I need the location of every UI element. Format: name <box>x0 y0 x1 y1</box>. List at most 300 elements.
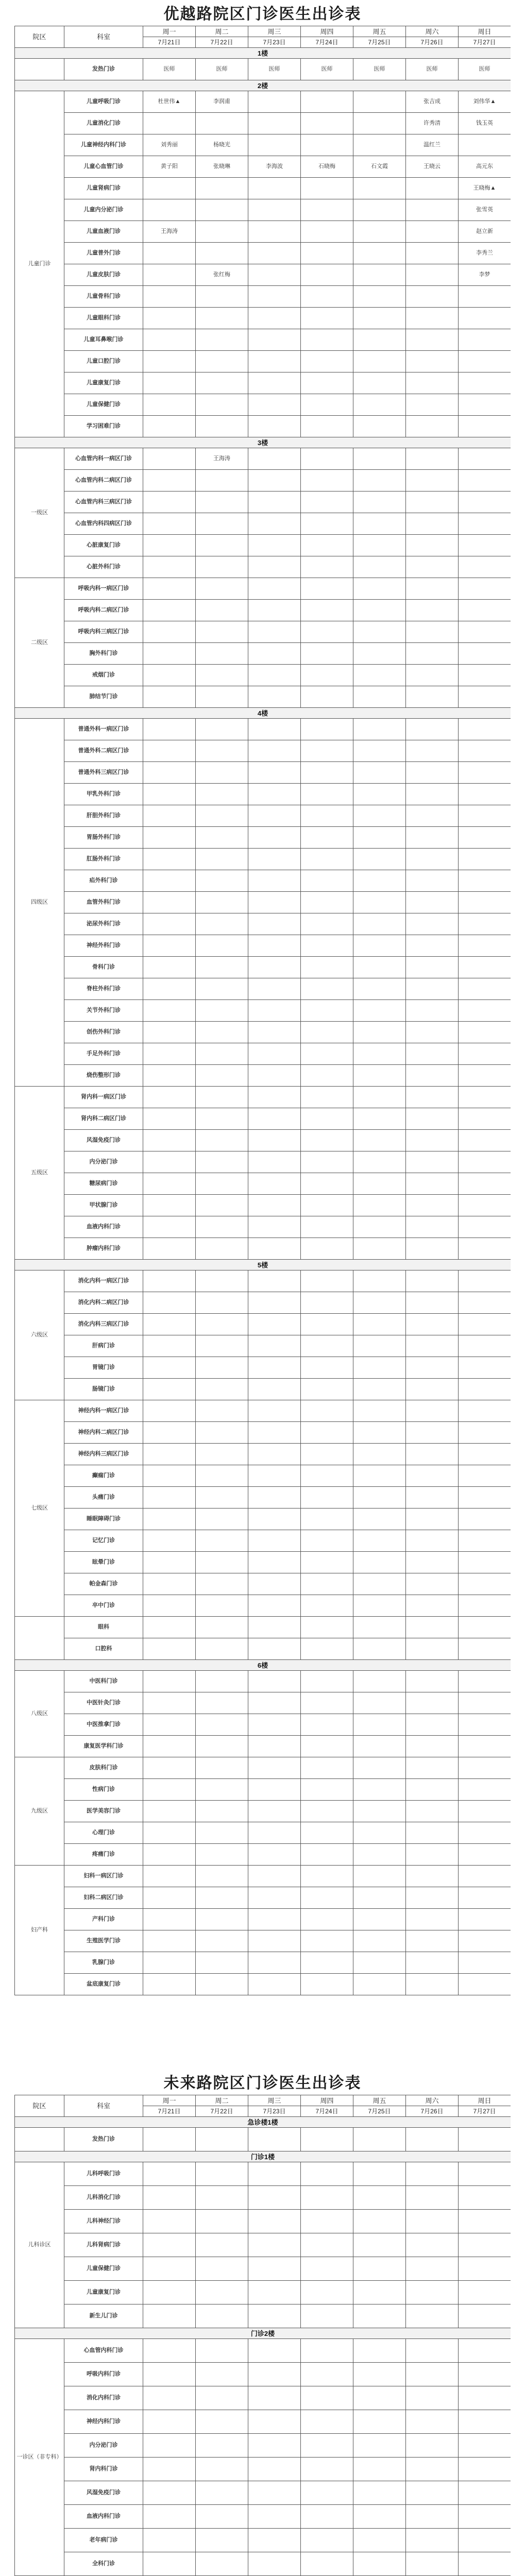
doctor-cell <box>301 600 353 621</box>
doctor-cell <box>196 1552 248 1573</box>
doctor-cell <box>301 372 353 394</box>
table-row <box>15 1130 511 1151</box>
table-row <box>15 221 511 243</box>
doctor-cell <box>143 2505 196 2529</box>
doctor-cell <box>406 2128 459 2151</box>
floor-label: 4楼 <box>15 708 511 719</box>
dept-cell: 肺结节门诊 <box>64 686 143 708</box>
dept-cell: 心脏外科门诊 <box>64 556 143 578</box>
doctor-cell <box>353 1952 406 1974</box>
doctor-cell <box>301 2386 353 2410</box>
doctor-cell <box>353 913 406 935</box>
doctor-cell: 杜世伟▲ <box>143 91 196 113</box>
doctor-cell: 医师 <box>196 59 248 80</box>
header-date: 7月27日 <box>459 37 511 48</box>
doctor-cell <box>406 1887 459 1909</box>
doctor-cell <box>406 2386 459 2410</box>
doctor-cell <box>196 535 248 556</box>
doctor-cell <box>143 1887 196 1909</box>
doctor-cell <box>353 243 406 264</box>
doctor-cell <box>248 556 301 578</box>
doctor-cell <box>406 665 459 686</box>
doctor-cell: 张雪英 <box>459 199 511 221</box>
table-row <box>15 1087 511 1108</box>
doctor-cell <box>459 1216 511 1238</box>
doctor-cell <box>353 2339 406 2363</box>
table-row <box>15 1714 511 1736</box>
dept-cell: 学习困难门诊 <box>64 416 143 437</box>
doctor-cell <box>248 2552 301 2576</box>
doctor-cell: 温红兰 <box>406 134 459 156</box>
doctor-cell <box>248 2363 301 2386</box>
doctor-cell <box>459 1779 511 1801</box>
floor-label: 5楼 <box>15 1260 511 1270</box>
table-row <box>15 1671 511 1692</box>
doctor-cell <box>143 805 196 827</box>
table-row <box>15 1595 511 1617</box>
doctor-cell <box>301 957 353 978</box>
dept-cell: 儿科肾病门诊 <box>64 2233 143 2257</box>
doctor-cell <box>459 1173 511 1195</box>
doctor-cell <box>301 643 353 665</box>
doctor-cell <box>196 470 248 492</box>
table-row <box>15 556 511 578</box>
doctor-cell <box>459 578 511 600</box>
doctor-cell <box>353 2304 406 2328</box>
doctor-cell <box>353 1757 406 1779</box>
doctor-cell <box>406 1379 459 1400</box>
doctor-cell <box>406 351 459 372</box>
doctor-cell <box>459 2128 511 2151</box>
doctor-cell <box>459 621 511 643</box>
doctor-cell <box>143 2210 196 2233</box>
doctor-cell <box>248 1930 301 1952</box>
doctor-cell <box>353 1509 406 1530</box>
dept-cell: 发热门诊 <box>64 59 143 80</box>
table-row <box>15 1465 511 1487</box>
doctor-cell <box>406 913 459 935</box>
doctor-cell <box>353 470 406 492</box>
doctor-cell <box>459 600 511 621</box>
doctor-cell <box>406 448 459 470</box>
table-row <box>15 740 511 762</box>
doctor-cell <box>248 1000 301 1022</box>
doctor-cell <box>459 1736 511 1757</box>
doctor-cell <box>248 1065 301 1087</box>
doctor-cell <box>196 1952 248 1974</box>
doctor-cell <box>406 2529 459 2552</box>
doctor-cell <box>459 686 511 708</box>
doctor-cell <box>301 913 353 935</box>
doctor-cell <box>301 91 353 113</box>
doctor-cell <box>196 2363 248 2386</box>
table-row <box>15 372 511 394</box>
dept-cell: 儿童皮肤门诊 <box>64 264 143 286</box>
doctor-cell: 张红梅 <box>196 264 248 286</box>
header-date: 7月26日 <box>406 37 459 48</box>
doctor-cell <box>196 719 248 740</box>
doctor-cell <box>459 286 511 308</box>
doctor-cell <box>143 1151 196 1173</box>
doctor-cell <box>248 805 301 827</box>
doctor-cell <box>301 1238 353 1260</box>
doctor-cell <box>353 2458 406 2481</box>
doctor-cell <box>459 913 511 935</box>
doctor-cell <box>353 1065 406 1087</box>
doctor-cell <box>459 2434 511 2458</box>
doctor-cell <box>248 1357 301 1379</box>
doctor-cell <box>353 1292 406 1314</box>
doctor-cell <box>196 978 248 1000</box>
doctor-cell <box>301 870 353 892</box>
doctor-cell <box>459 1065 511 1087</box>
doctor-cell <box>301 805 353 827</box>
doctor-cell <box>143 1671 196 1692</box>
table-row <box>15 1530 511 1552</box>
dept-cell: 胃镜门诊 <box>64 1357 143 1379</box>
dept-cell: 肝病门诊 <box>64 1335 143 1357</box>
doctor-cell <box>143 1357 196 1379</box>
doctor-cell <box>301 243 353 264</box>
dept-cell: 神经内科门诊 <box>64 2410 143 2434</box>
dept-cell: 神经内科三病区门诊 <box>64 1444 143 1465</box>
dept-cell: 儿童口腔门诊 <box>64 351 143 372</box>
doctor-cell <box>196 1930 248 1952</box>
doctor-cell <box>248 1638 301 1660</box>
dept-cell: 儿童神经内科门诊 <box>64 134 143 156</box>
doctor-cell <box>301 1509 353 1530</box>
doctor-cell <box>248 448 301 470</box>
doctor-cell <box>353 892 406 913</box>
floor-band <box>15 1660 511 1671</box>
doctor-cell <box>248 1173 301 1195</box>
header-date: 7月27日 <box>459 2106 511 2117</box>
doctor-cell <box>406 2162 459 2186</box>
area-cell <box>15 2128 64 2151</box>
floor-band <box>15 2151 511 2162</box>
doctor-cell <box>248 372 301 394</box>
doctor-cell <box>459 1292 511 1314</box>
doctor-cell <box>301 1043 353 1065</box>
doctor-cell <box>353 2128 406 2151</box>
dept-cell: 消化内科门诊 <box>64 2386 143 2410</box>
doctor-cell <box>353 1671 406 1692</box>
doctor-cell <box>406 870 459 892</box>
doctor-cell <box>301 1270 353 1292</box>
doctor-cell <box>143 1952 196 1974</box>
dept-cell: 普通外科一病区门诊 <box>64 719 143 740</box>
header-date: 7月22日 <box>196 37 248 48</box>
doctor-cell <box>459 762 511 784</box>
doctor-cell <box>143 719 196 740</box>
doctor-cell <box>301 1757 353 1779</box>
doctor-cell <box>248 1087 301 1108</box>
doctor-cell <box>143 1801 196 1822</box>
header-day: 周三 <box>248 26 301 37</box>
dept-cell: 普通外科三病区门诊 <box>64 762 143 784</box>
doctor-cell <box>301 1422 353 1444</box>
doctor-cell <box>248 978 301 1000</box>
doctor-cell <box>248 2128 301 2151</box>
doctor-cell <box>196 913 248 935</box>
doctor-cell <box>196 665 248 686</box>
doctor-cell <box>301 513 353 535</box>
doctor-cell <box>196 2505 248 2529</box>
doctor-cell <box>248 762 301 784</box>
dept-cell: 儿童心血管门诊 <box>64 156 143 178</box>
doctor-cell <box>143 643 196 665</box>
doctor-cell <box>143 1238 196 1260</box>
doctor-cell <box>301 1444 353 1465</box>
doctor-cell <box>143 1173 196 1195</box>
table-row <box>15 1173 511 1195</box>
table-row <box>15 2363 511 2386</box>
doctor-cell <box>406 1952 459 1974</box>
doctor-cell <box>459 513 511 535</box>
doctor-cell <box>406 1692 459 1714</box>
table-row <box>15 1736 511 1757</box>
doctor-cell: 黄子阳 <box>143 156 196 178</box>
doctor-cell <box>143 784 196 805</box>
table-row <box>15 1022 511 1043</box>
doctor-cell <box>143 600 196 621</box>
doctor-cell <box>248 1465 301 1487</box>
doctor-cell: 李海波 <box>248 156 301 178</box>
doctor-cell <box>353 1487 406 1509</box>
doctor-cell <box>196 870 248 892</box>
header-date: 7月21日 <box>143 2106 196 2117</box>
doctor-cell <box>459 2363 511 2386</box>
page-title: 优越路院区门诊医生出诊表 <box>163 6 362 23</box>
doctor-cell <box>196 2386 248 2410</box>
doctor-cell <box>196 2162 248 2186</box>
doctor-cell <box>353 2529 406 2552</box>
doctor-cell <box>459 416 511 437</box>
doctor-cell <box>248 1714 301 1736</box>
doctor-cell <box>143 578 196 600</box>
doctor-cell <box>301 178 353 199</box>
dept-cell: 口腔科 <box>64 1638 143 1660</box>
doctor-cell <box>459 1000 511 1022</box>
doctor-cell <box>143 1573 196 1595</box>
table-row <box>15 1887 511 1909</box>
doctor-cell <box>459 1238 511 1260</box>
table-row <box>15 2552 511 2576</box>
table-row <box>15 1692 511 1714</box>
doctor-cell <box>353 1022 406 1043</box>
doctor-cell <box>353 719 406 740</box>
doctor-cell <box>196 1509 248 1530</box>
doctor-cell <box>353 1444 406 1465</box>
table-row <box>15 1422 511 1444</box>
doctor-cell <box>143 1736 196 1757</box>
dept-cell: 中医科门诊 <box>64 1671 143 1692</box>
doctor-cell <box>301 1151 353 1173</box>
doctor-cell <box>406 600 459 621</box>
doctor-cell <box>301 1638 353 1660</box>
header-day: 周一 <box>143 2095 196 2106</box>
dept-cell: 血液内科门诊 <box>64 1216 143 1238</box>
doctor-cell <box>248 1736 301 1757</box>
doctor-cell <box>301 1022 353 1043</box>
doctor-cell <box>248 1022 301 1043</box>
doctor-cell <box>406 2410 459 2434</box>
doctor-cell <box>196 1465 248 1487</box>
doctor-cell <box>353 1151 406 1173</box>
doctor-cell <box>143 2304 196 2328</box>
doctor-cell <box>143 1530 196 1552</box>
doctor-cell <box>301 1779 353 1801</box>
table-row <box>15 2410 511 2434</box>
doctor-cell <box>406 1314 459 1335</box>
doctor-cell <box>459 394 511 416</box>
table-row <box>15 1151 511 1173</box>
doctor-cell <box>406 1844 459 1866</box>
doctor-cell <box>196 1270 248 1292</box>
doctor-cell <box>406 1671 459 1692</box>
doctor-cell <box>196 1108 248 1130</box>
doctor-cell <box>459 1130 511 1151</box>
doctor-cell <box>196 2339 248 2363</box>
doctor-cell <box>406 578 459 600</box>
header-day: 周二 <box>196 26 248 37</box>
doctor-cell <box>196 2281 248 2304</box>
doctor-cell <box>353 935 406 957</box>
doctor-cell <box>143 1692 196 1714</box>
dept-cell: 中医推拿门诊 <box>64 1714 143 1736</box>
doctor-cell <box>406 2481 459 2505</box>
doctor-cell: 李润甫 <box>196 91 248 113</box>
table-row <box>15 1952 511 1974</box>
doctor-cell <box>196 1573 248 1595</box>
doctor-cell <box>353 2233 406 2257</box>
doctor-cell <box>143 2257 196 2281</box>
doctor-cell <box>406 1487 459 1509</box>
header-day: 周日 <box>459 26 511 37</box>
doctor-cell <box>143 1379 196 1400</box>
doctor-cell <box>406 1866 459 1887</box>
doctor-cell <box>353 2434 406 2458</box>
doctor-cell <box>459 492 511 513</box>
doctor-cell <box>301 827 353 849</box>
doctor-cell <box>143 1617 196 1638</box>
dept-cell: 康复医学科门诊 <box>64 1736 143 1757</box>
dept-cell: 心理门诊 <box>64 1822 143 1844</box>
dept-cell: 肾内科一病区门诊 <box>64 1087 143 1108</box>
doctor-cell <box>301 1736 353 1757</box>
doctor-cell <box>248 286 301 308</box>
doctor-cell <box>353 1779 406 1801</box>
area-cell: 四级区 <box>15 719 64 1087</box>
doctor-cell <box>353 2186 406 2210</box>
page-title: 未来路院区门诊医生出诊表 <box>163 2075 362 2092</box>
doctor-cell <box>248 1130 301 1151</box>
doctor-cell <box>143 740 196 762</box>
doctor-cell <box>248 416 301 437</box>
doctor-cell <box>143 978 196 1000</box>
doctor-cell <box>406 1400 459 1422</box>
doctor-cell <box>406 2281 459 2304</box>
dept-cell: 神经外科门诊 <box>64 935 143 957</box>
doctor-cell <box>248 665 301 686</box>
doctor-cell <box>143 762 196 784</box>
doctor-cell <box>301 1617 353 1638</box>
doctor-cell <box>196 1638 248 1660</box>
doctor-cell <box>353 134 406 156</box>
table-row <box>15 1974 511 1995</box>
dept-cell: 脊柱外科门诊 <box>64 978 143 1000</box>
doctor-cell <box>196 1357 248 1379</box>
doctor-cell <box>143 935 196 957</box>
table-row <box>15 1930 511 1952</box>
doctor-cell <box>196 686 248 708</box>
dept-cell: 肾内科门诊 <box>64 2458 143 2481</box>
table-row <box>15 243 511 264</box>
table-row <box>15 1238 511 1260</box>
dept-cell: 盆底康复门诊 <box>64 1974 143 1995</box>
doctor-cell <box>196 199 248 221</box>
doctor-cell <box>143 621 196 643</box>
table-row <box>15 578 511 600</box>
doctor-cell <box>459 535 511 556</box>
doctor-cell <box>406 394 459 416</box>
schedule-sheet-weilai <box>14 2072 511 2576</box>
doctor-cell <box>301 665 353 686</box>
doctor-cell <box>143 372 196 394</box>
doctor-cell <box>248 178 301 199</box>
header-area: 院区 <box>15 26 64 48</box>
dept-cell: 皮肤科门诊 <box>64 1757 143 1779</box>
doctor-cell <box>406 1801 459 1822</box>
doctor-cell <box>301 2434 353 2458</box>
doctor-cell <box>459 1866 511 1887</box>
table-row <box>15 2233 511 2257</box>
doctor-cell <box>353 329 406 351</box>
doctor-cell <box>353 178 406 199</box>
dept-cell: 疼痛门诊 <box>64 1844 143 1866</box>
doctor-cell <box>406 1130 459 1151</box>
area-cell: 九级区 <box>15 1757 64 1866</box>
header-day: 周六 <box>406 2095 459 2106</box>
doctor-cell <box>196 243 248 264</box>
doctor-cell <box>353 805 406 827</box>
doctor-cell <box>301 264 353 286</box>
dept-cell: 泌尿外科门诊 <box>64 913 143 935</box>
doctor-cell <box>406 1173 459 1195</box>
doctor-cell: 张晓琳 <box>196 156 248 178</box>
doctor-cell <box>301 535 353 556</box>
doctor-cell <box>353 978 406 1000</box>
doctor-cell <box>143 2552 196 2576</box>
doctor-cell <box>406 805 459 827</box>
doctor-cell <box>406 286 459 308</box>
doctor-cell <box>406 1573 459 1595</box>
doctor-cell <box>196 308 248 329</box>
doctor-cell <box>143 1130 196 1151</box>
floor-band <box>15 1260 511 1270</box>
doctor-cell <box>353 264 406 286</box>
doctor-cell <box>196 762 248 784</box>
schedule-body <box>15 48 511 1995</box>
header-day: 周五 <box>353 26 406 37</box>
doctor-cell <box>248 1692 301 1714</box>
schedule-body <box>15 2117 511 2576</box>
doctor-cell <box>459 1195 511 1216</box>
doctor-cell <box>406 1930 459 1952</box>
doctor-cell <box>143 1909 196 1930</box>
doctor-cell <box>406 470 459 492</box>
doctor-cell <box>196 827 248 849</box>
